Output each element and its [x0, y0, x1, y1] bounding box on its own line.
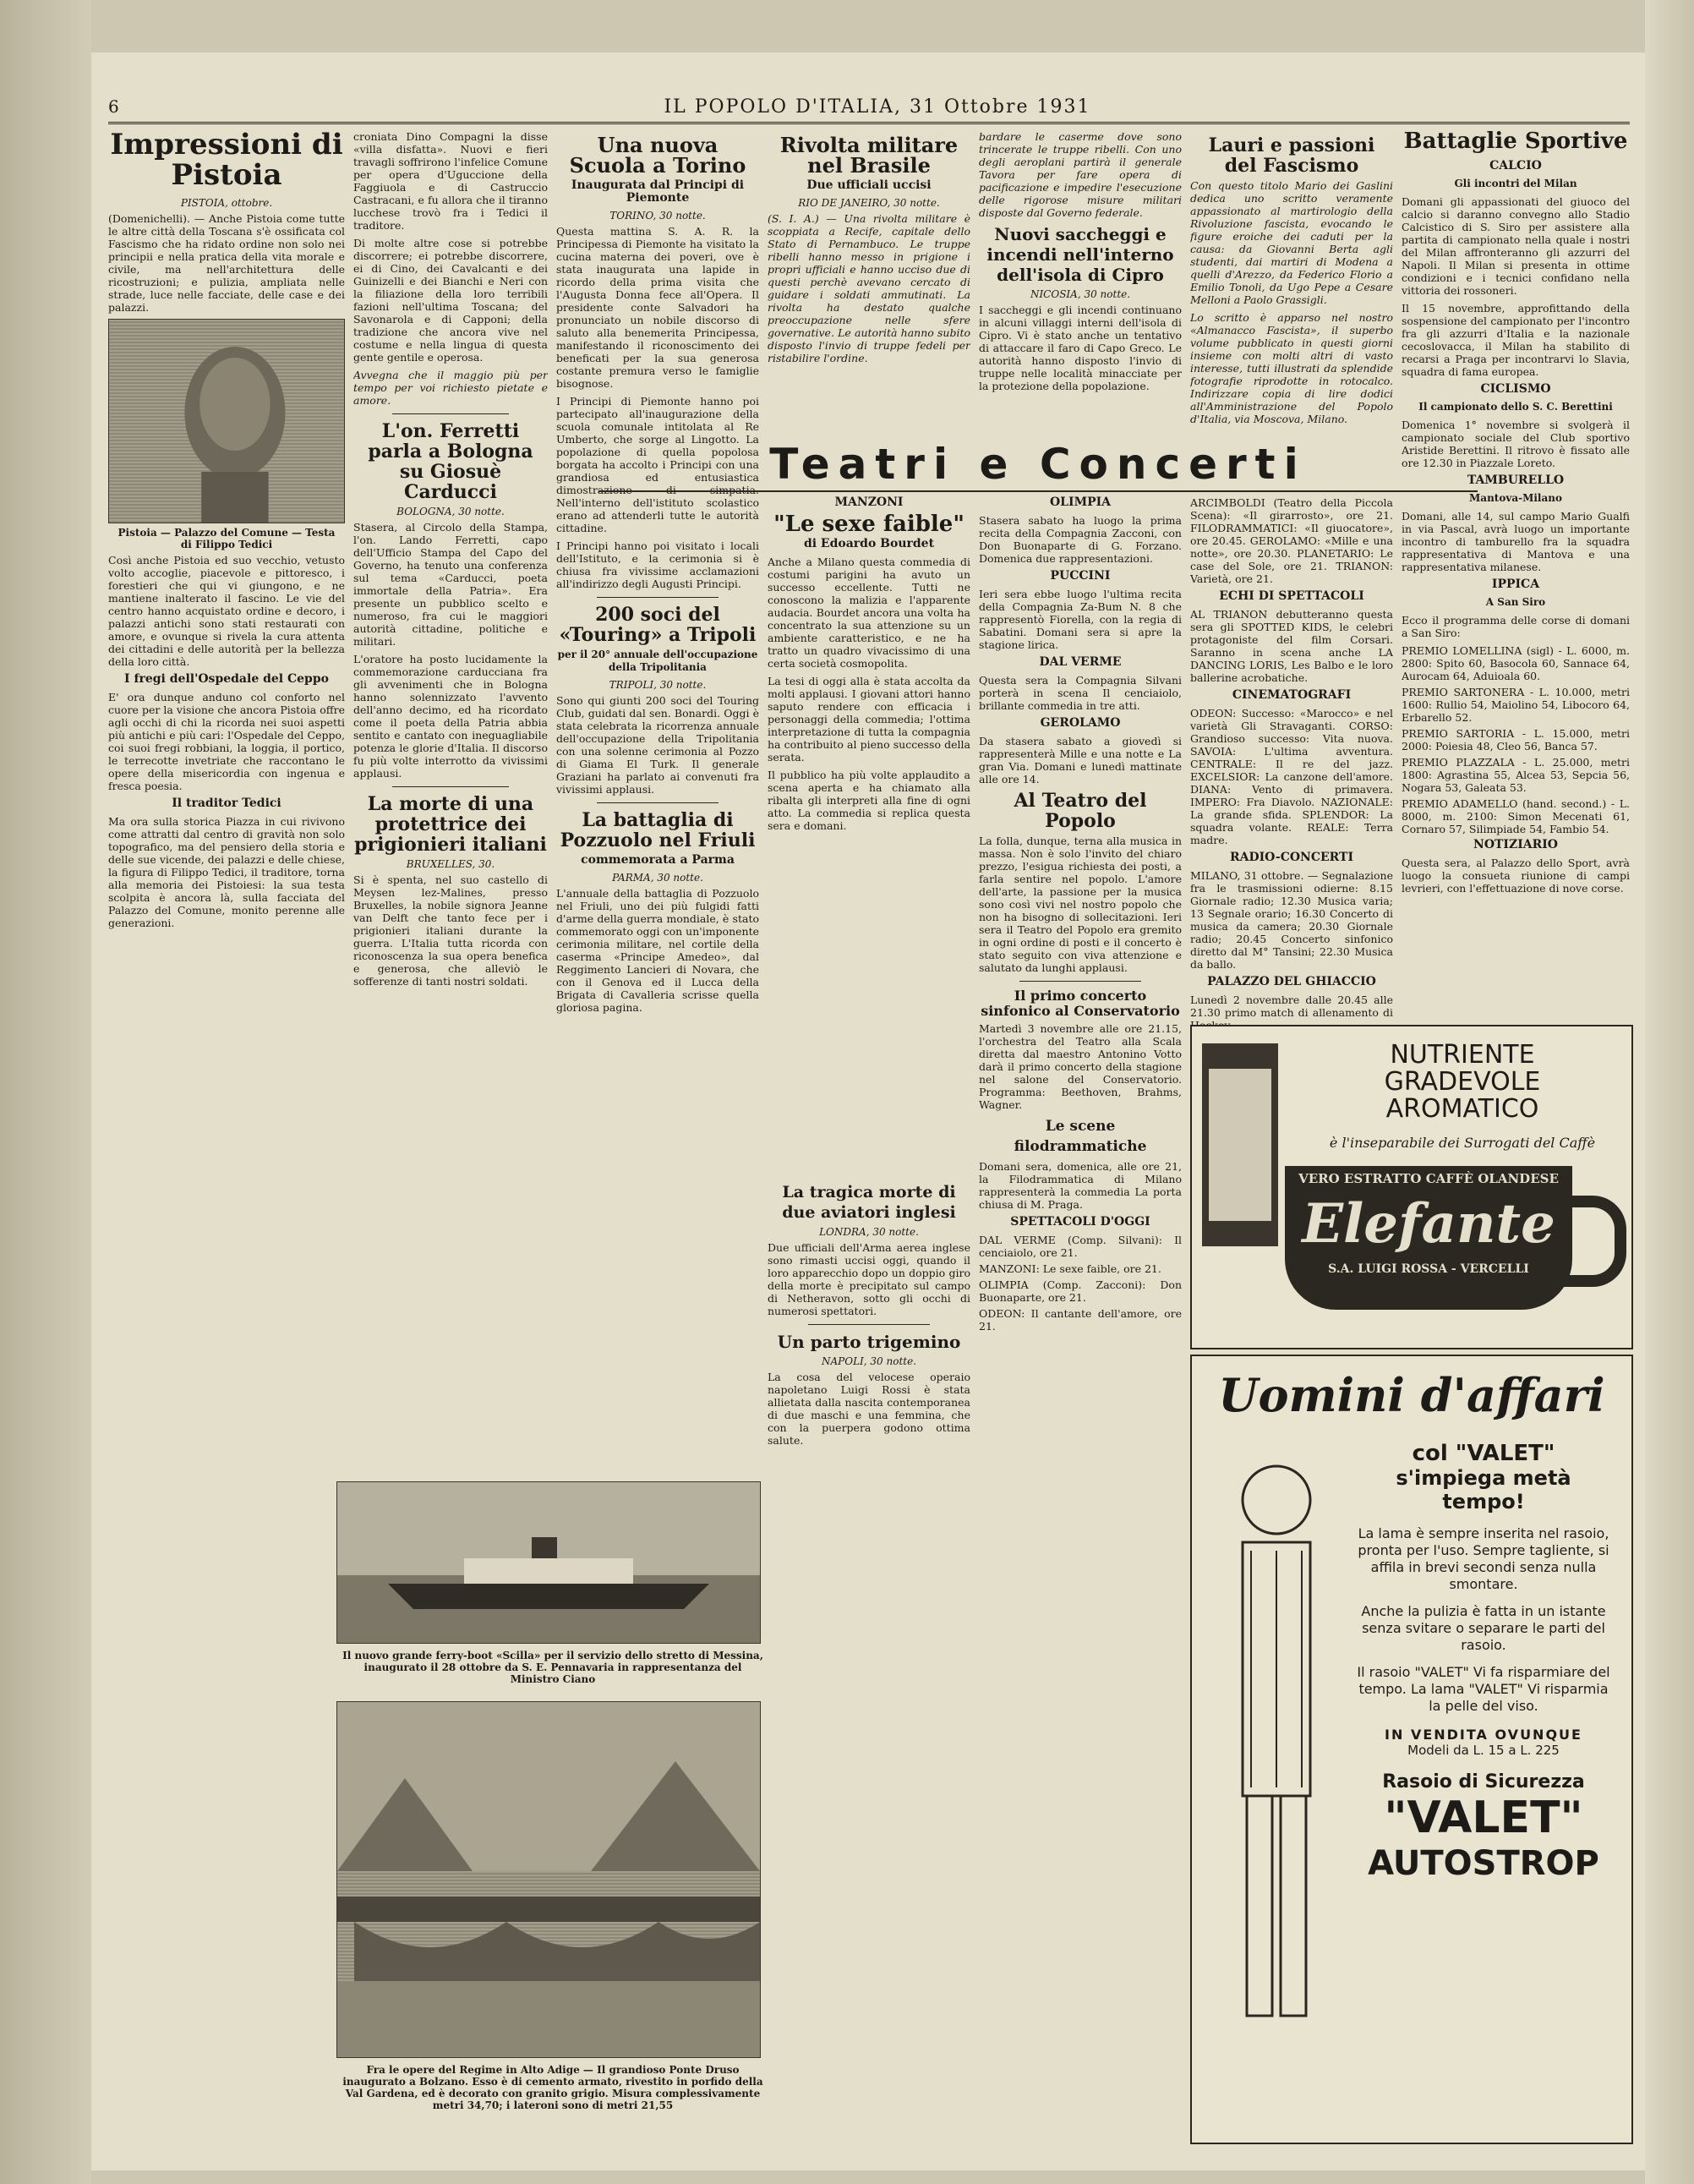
- subheading: per il 20° annuale dell'occupazione della Tripolitania: [557, 649, 758, 673]
- ad-valet-copy: [1352, 1441, 1615, 1884]
- column-pistoia: [108, 130, 345, 2159]
- page-header: [108, 93, 1630, 124]
- ad-brand: Elefante: [1302, 1192, 1555, 1256]
- ad-valet: [1190, 1355, 1633, 2144]
- divider: [597, 597, 719, 598]
- article-text: Stasera, al Circolo della Stampa, l'on. Lando Ferretti, capo dell'Ufficio Stampa del Capo del Governo, ha tenuto una conferenza sul tema «Carducci, poeta immortale della Patria». Era presente un pubblico scelto e numeroso, fra cui le maggiori autorità cittadine, politiche e militari.: [353, 521, 548, 648]
- photo-caption: Fra le opere del Regime in Alto Adige — Il grandioso Ponte Druso inaugurato a Bolzano. Esso è di cemento armato, rivestito in porfido della Val Gardena, ed è decorato con granito grigio. Misura complessivamente metri 34,70; i lateroni sono di metri 21,55: [342, 2064, 763, 2111]
- headline-filodrammatiche: Le scene filodrammatiche: [1014, 1118, 1147, 1155]
- ad-text: Anche la pulizia è fatta in un istante senza svitare o separare le parti del rasoio.: [1361, 1603, 1606, 1653]
- section-tamburello: TAMBURELLO: [1467, 473, 1565, 488]
- photo-ferry-scilla: [336, 1481, 761, 1644]
- subheading: Gli incontri del Milan: [1454, 178, 1577, 190]
- article-text: Due ufficiali dell'Arma aerea inglese sono rimasti uccisi oggi, quando il loro apparecchio dopo un doppio giro della morte è precipitato sul campo di Netheravon, sotto gli occhi di numerosi spettatori.: [768, 1241, 970, 1317]
- subheading: Due ufficiali uccisi: [806, 178, 932, 192]
- article-text: Lo scritto è apparso nel nostro «Almanacco Fascista», il superbo volume pubblicato in questi giorni insieme con molti altri di vasto interesse, tutti illustrati da splendide fotografie riprodotte in rotocalco. Indirizzare copia di lire dodici all'Amministrazione del Popolo d'Italia, via Moscova, Milano.: [1190, 311, 1393, 425]
- article-text: L'annuale della battaglia di Pozzuolo nel Friuli, uno dei più fulgidi fatti d'arme della guerra mondiale, è stato commemorato oggi con un'imponente cerimonia militare, nel cortile della caserma «Principe Amedeo», dal Reggimento Lancieri di Novara, che con il Genova ed il Lucca della Brigata di Cavalleria scrisse quella gloriosa pagina.: [556, 887, 759, 1014]
- headline-aviatori: La tragica morte di due aviatori inglesi: [782, 1183, 956, 1222]
- article-text: Il pubblico ha più volte applaudito a scena aperta e ha chiamato alla ribalta gli interpreti alla fine di ogni atto. La commedia si replica questa sera e domani.: [768, 769, 970, 832]
- venue-heading: PUCCINI: [1050, 569, 1111, 583]
- subheading: Inaugurata dal Principi di Piemonte: [571, 178, 745, 205]
- article-text: Domani, alle 14, sul campo Mario Gualfi in via Pascal, avrà luogo un importante incontro di tamburello fra la squadra rappresentativa di Mantova e una rappresentativa milanese.: [1402, 510, 1630, 574]
- headline-trigemino: Un parto trigemino: [777, 1332, 961, 1352]
- article-text: Ma ora sulla storica Piazza in cui rivivono come attratti dal centro di gravità non solo topografico, ma del pensiero della storia e delle sue vicende, dei palazzi e delle chiese, la figura di Filippo Tedici, il traditore, torna alla memoria dei Pistoiesi: la sua testa scolpita è ancora là, sulla facciata del Palazzo del Comune, monito perenne alle generazioni.: [108, 815, 345, 930]
- article-text: Così anche Pistoia ed suo vecchio, vetusto volto accoglie, piacevole e pittoresco, i forestieri che qui vi giungono, e ne mantiene inalterato il fascino. Le vie del centro hanno acquistato ordine e decoro, i palazzi antichi sono stati restaurati con amore, e ovunque si rivela la cura attenta dei cittadini e delle autorità per la bellezza della loro città.: [108, 554, 345, 669]
- listing-entry: MANZONI: Le sexe faible, ore 21.: [979, 1262, 1161, 1275]
- column-cipro: [979, 130, 1182, 435]
- headline-teatro-popolo: Al Teatro del Popolo: [1014, 790, 1147, 832]
- article-text: croniata Dino Compagni la disse «villa disfatta». Nuovi e fieri travagli soffrirono l'infelice Comune per opera d'Uguccione della Faggiuola e di Castruccio Castracani, e fu allora che il tiranno lucchese trovò fra i Tedici il traditore.: [353, 130, 548, 232]
- race-entry: PREMIO LOMELLINA (sigl) - L. 6000, m. 2800: Spito 60, Basocola 60, Sannace 64, Aurocam 64, Aduioala 60.: [1402, 644, 1630, 683]
- product-tin: [1202, 1043, 1278, 1246]
- article-text: Il 15 novembre, approfittando della sospensione del campionato per l'incontro fra gli azzurri d'Italia e la nazionale cecoslovacca, il Milan ha stabilito di recarsi a Praga per incontrarvi lo Slavia, squadra di fama europea.: [1402, 302, 1630, 379]
- headline-protettrice: La morte di una protettrice dei prigionieri italiani: [354, 793, 547, 856]
- photo-caption: Pistoia — Palazzo del Comune — Testa di Filippo Tedici: [117, 527, 336, 551]
- race-list: [1402, 644, 1630, 835]
- ad-line: NUTRIENTE: [1390, 1040, 1535, 1070]
- headline-brasile: Rivolta militare nel Brasile: [779, 133, 959, 178]
- ad-band: VERO ESTRATTO CAFFÈ OLANDESE: [1298, 1171, 1559, 1186]
- heading-spettacoli-oggi: SPETTACOLI D'OGGI: [1010, 1215, 1150, 1229]
- race-entry: PREMIO PLAZZALA - L. 25.000, metri 1800: Agrastina 55, Alcea 53, Sepcia 56, Nogara 53, Galeata 53.: [1402, 756, 1630, 795]
- dateline: TRIPOLI, 30 notte.: [609, 679, 707, 691]
- ad-line: AROMATICO: [1385, 1094, 1539, 1124]
- divider: [808, 1324, 930, 1325]
- divider: [392, 413, 509, 414]
- article-text: Ieri sera ebbe luogo l'ultima recita della Compagnia Za-Bum N. 8 che rappresentò Fiorella, con la regia di Sabatini. Domani sera si apre la stagione lirica.: [979, 588, 1182, 651]
- article-text: Stasera sabato ha luogo la prima recita della Compagnia Zacconi, con Don Buonaparte di G. Forzano. Domenica due rappresentazioni.: [979, 514, 1182, 565]
- column-fascismo: [1190, 130, 1393, 435]
- listing-entry: ODEON: Il cantante dell'amore, ore 21.: [979, 1307, 1182, 1333]
- subheading: Il traditor Tedici: [172, 796, 281, 811]
- article-text: Ecco il programma delle corse di domani a San Siro:: [1402, 614, 1630, 640]
- dateline: TORINO, 30 notte.: [609, 210, 706, 222]
- ad-line: Modeli da L. 15 a L. 225: [1407, 1743, 1560, 1758]
- subheading: I fregi dell'Ospedale del Ceppo: [124, 672, 329, 687]
- page-edge: [1645, 0, 1694, 2184]
- tin-label: [1209, 1069, 1271, 1221]
- dateline: PISTOIA, ottobre.: [180, 197, 273, 210]
- race-entry: PREMIO SARTORIA - L. 15.000, metri 2000: Poiesia 48, Cleo 56, Banca 57.: [1402, 727, 1630, 753]
- section-banner-teatri: Teatri e Concerti: [598, 440, 1478, 492]
- race-entry: PREMIO SARTONERA - L. 10.000, metri 1600: Rullio 54, Maiolino 54, Libocoro 64, Erbarello 52.: [1402, 686, 1630, 725]
- ad-line: s'impiega metà tempo!: [1396, 1466, 1571, 1513]
- headline-lauri: Lauri e passioni del Fascismo: [1208, 134, 1375, 177]
- article-text: Martedì 3 novembre alle ore 21.15, l'orchestra del Teatro alla Scala diretta dal maestro Antonino Votto darà il primo concerto della stagione nel salone del Conservatorio. Programma: Beethoven, Brahms, Wagner.: [979, 1022, 1182, 1111]
- subheading: A San Siro: [1485, 596, 1546, 609]
- photo-caption: Il nuovo grande ferry-boot «Scilla» per il servizio dello stretto di Messina, inaugurato il 28 ottobre da S. E. Pennavaria in rappresentanza del Ministro Ciano: [342, 1650, 763, 1685]
- ad-cup-shape: [1285, 1166, 1572, 1310]
- photo-pistoia-head: [108, 319, 345, 523]
- subheading: Mantova-Milano: [1469, 492, 1562, 505]
- article-text: Con questo titolo Mario dei Gaslini dedica uno scritto veramente appassionato al martirologio della Rivoluzione fascista, evocando le figure eroiche dei caduti per la causa: da Giovanni Berta agli studenti, dai martiri di Modena a quelli d'Arezzo, da Federico Florio a Emilio Tonoli, da Ugo Pepe a Cesare Melloni a Paolo Grassigli.: [1190, 179, 1393, 306]
- headline-pistoia: Impressioni di Pistoia: [110, 130, 343, 192]
- ad-elefante: [1190, 1025, 1633, 1349]
- article-text: AL TRIANON debutteranno questa sera gli SPOTTED KIDS, le celebri protagoniste del film Corsari. Saranno in scena anche LA DANCING LORIS, Les Balbo e le loro ballerine acrobatiche.: [1190, 608, 1393, 684]
- article-text: Da stasera sabato a giovedì si rappresenterà Mille e una notte e La gran Via. Domani e lunedì mattinate alle ore 14.: [979, 735, 1182, 785]
- dateline: LONDRA, 30 notte.: [819, 1226, 919, 1238]
- article-text: Di molte altre cose si potrebbe discorrere; ei potrebbe discorrere, ei di Cino, dei Cavalcanti e dei Guinizelli e dei Bianchi e Neri con la filiazione della loro terribili fazioni nell'ultima Toscana; del Savonarola e di Capponi; della tradizione che ancora vive nel costume e nella lingua di questa gente gentile e operosa.: [353, 237, 548, 364]
- dateline: BRUXELLES, 30.: [406, 858, 495, 870]
- dateline: BOLOGNA, 30 notte.: [396, 506, 505, 517]
- article-text: La cosa del velocese operaio napoletano Luigi Rossi è stata allietata dalla nascita contemporanea di due maschi e una femmina, che con la puerpera godono ottima salute.: [768, 1371, 970, 1447]
- article-text: La tesi di oggi alla è stata accolta da molti applausi. I giovani attori hanno saputo rendere con efficacia i personaggi della commedia; l'ottima interpretazione di tutta la compagnia ha contribuito al pieno successo della serata.: [768, 675, 970, 764]
- ad-brand: "VALET": [1384, 1793, 1583, 1843]
- ad-brand: AUTOSTROP: [1368, 1844, 1599, 1883]
- ad-line: Rasoio di Sicurezza: [1382, 1771, 1585, 1793]
- article-text: Sono qui giunti 200 soci del Touring Club, guidati dal sen. Bonardi. Oggi è stata celebrata la ricorrenza annuale dell'occupazione della Tripolitania con una solenne cerimonia al Pozzo di Giama El Turk. Il generale Graziani ha parlato ai convenuti fra vivissimi applausi.: [556, 694, 759, 796]
- headline-conservatorio: Il primo concerto sinfonico al Conservatorio: [981, 988, 1180, 1019]
- article-text: Domani sera, domenica, alle ore 21, la Filodrammatica di Milano rappresenterà la commedia La porta chiusa di M. Praga.: [979, 1160, 1182, 1211]
- section-ciclismo: CICLISMO: [1480, 382, 1551, 397]
- heading-ghiaccio: PALAZZO DEL GHIACCIO: [1207, 975, 1376, 988]
- race-entry: PREMIO ADAMELLO (hand. second.) - L. 8000, m. 2100: Simon Mecenati 61, Cornaro 57, Silimpiade 54, Fambio 54.: [1402, 797, 1630, 836]
- article-text: L'oratore ha posto lucidamente la commemorazione carducciana fra gli avvenimenti che in Bologna hanno solennizzato l'avvento dell'anno decimo, ed ha ricordato come il poeta della Patria abbia sentito e cantato con ineguagliabile potenza le glorie d'Italia. Il discorso fu più volte interrotto da vivissimi applausi.: [353, 653, 548, 780]
- article-text: I Principi hanno poi visitato i locali dell'Istituto, e la cerimonia si è chiusa fra vivissime acclamazioni all'indirizzo degli Augusti Principi.: [556, 539, 759, 590]
- venue-heading: DAL VERME: [1039, 655, 1122, 669]
- article-text: Questa sera la Compagnia Silvani porterà in scena Il cenciaiolo, brillante commedia in tre atti.: [979, 674, 1182, 712]
- ad-line: GRADEVOLE: [1384, 1067, 1541, 1097]
- venue-heading: MANZONI: [834, 496, 904, 509]
- column-sport: [1402, 130, 1630, 1060]
- heading-radio: RADIO-CONCERTI: [1229, 851, 1353, 864]
- column-4-lower: [768, 1177, 970, 1515]
- headline-ferretti: L'on. Ferretti parla a Bologna su Giosuè Carducci: [368, 420, 533, 503]
- article-text: Domenica 1° novembre si svolgerà il campionato sociale del Club sportivo Aristide Berettini. Il ritrovo è fissato alle ore 12.30 in Piazzale Loreto.: [1402, 419, 1630, 470]
- heading-cinematografi: CINEMATOGRAFI: [1232, 688, 1352, 702]
- article-text: Anche a Milano questa commedia di costumi parigini ha avuto un successo eccellente. Tutti ne conoscono la malizia e l'apparente audacia. Bourdet ancora una volta ha concentrato la sua attenzione su un ambiente caratteristico, e ne ha tratto un quadro vivacissimo di una certa società cosmopolita.: [768, 556, 970, 670]
- ferry-illustration: [337, 1482, 760, 1643]
- section-notiziario: NOTIZIARIO: [1473, 838, 1558, 852]
- heading-echi: ECHI DI SPETTACOLI: [1219, 589, 1364, 603]
- ad-figure: [1209, 1449, 1344, 2058]
- article-text: E' ora dunque anduno col conforto nel cuore per la visione che ancora Pistoia offre agli occhi di chi la ricorda nei suoi aspetti più antichi e più cari: l'Ospedale del Ceppo, coi suoi fregi robbiani, la loggia, il portico, le terrecotte invetriate che raccontano le opere della misericordia con ingenua e fresca poesia.: [108, 691, 345, 793]
- headline-cipro: Nuovi saccheggi e incendi nell'interno dell'isola di Cipro: [986, 224, 1174, 285]
- quote-text: Avvegna che il maggio più per tempo per voi richiesto pietate e amore.: [353, 369, 548, 407]
- newspaper-page: [91, 52, 1645, 2170]
- article-text: Domani gli appassionati del giuoco del calcio si daranno convegno allo Stadio Calcistico di S. Siro per assistere alla partita di campionato nella quale i nostri del Milan affronteranno gli azzurri del Napoli. Il Milan si presenta in ottime condizioni e i tecnici confidano nella vittoria dei rossoneri.: [1402, 195, 1630, 298]
- listing-text: MILANO, 31 ottobre. — Segnalazione fra le trasmissioni odierne: 8.15 Giornale radio; 12.30 Musica varia; 13 Segnale orario; 16.30 Concerto di musica da camera; 20.30 Giornale radio; 20.45 Concerto sinfonico diretto dal M° Tansini; 22.30 Musica da ballo.: [1190, 869, 1393, 971]
- article-text: La folla, dunque, terna alla musica in massa. Non è solo l'invito del chiaro prezzo, l'esigua richiesta dei posti, a farla sentire nel popolo. L'amore dell'arte, la passione per la musica sono così vivi nel nostro popolo che non ha bisogno di sollecitazioni. Ieri sera il Teatro del Popolo era gremito in ogni ordine di posti e il concerto è stato seguito con viva attenzione e salutato da lunghi applausi.: [979, 835, 1182, 974]
- teatri-column-manzoni: [768, 496, 970, 1156]
- article-text: bardare le caserme dove sono trincerate le truppe ribelli. Con uno degli aeroplani partirà il generale Tavora per fare opera di pacificazione e impedire l'esecuzione delle rigorose misure militari disposte dal Governo federale.: [979, 130, 1182, 219]
- headline-scuola-torino: Una nuova Scuola a Torino: [569, 133, 746, 178]
- headline-sport: Battaglie Sportive: [1403, 130, 1628, 154]
- dateline: RIO DE JANEIRO, 30 notte.: [798, 197, 940, 209]
- ad-tagline: è l'inseparabile dei Surrogati del Caffè: [1329, 1135, 1596, 1151]
- column-torino: [556, 130, 759, 1483]
- ad-text: La lama è sempre inserita nel rasoio, pronta per l'uso. Sempre tagliente, si affila in brevi secondi senza nulla smontare.: [1358, 1525, 1609, 1592]
- divider: [1019, 981, 1141, 982]
- article-text: Lunedì 2 novembre dalle 20.45 alle 21.30 primo match di allenamento di: [1190, 993, 1393, 1019]
- dateline: NICOSIA, 30 notte.: [1030, 288, 1131, 300]
- ad-text: Il rasoio "VALET" Vi fa risparmiare del tempo. La lama "VALET" Vi risparmia la pelle del viso.: [1357, 1664, 1610, 1714]
- headline-touring: 200 soci del «Touring» a Tripoli: [559, 604, 757, 646]
- article-text: (Domenichelli). — Anche Pistoia come tutte le altre città della Toscana s'è ossificata col Fascismo che ha ridato ordine non solo nei principii e nella pratica della vita morale e civile, ma nell'architettura delle ricostruzioni; e pulizia, ampliata nelle strade, luce nelle facciate, delle case e dei palazzi.: [108, 212, 345, 315]
- ad-line: IN VENDITA OVUNQUE: [1385, 1727, 1582, 1743]
- subheading: Il campionato dello S. C. Berettini: [1418, 401, 1613, 413]
- ad-maker: S.A. LUIGI ROSSA - VERCELLI: [1328, 1262, 1529, 1276]
- page-number: 6: [108, 96, 119, 117]
- venue-heading: GEROLAMO: [1040, 716, 1121, 730]
- binding-spine: [0, 0, 91, 2184]
- section-calcio: CALCIO: [1489, 159, 1542, 173]
- article-text: Questa mattina S. A. R. la Principessa di Piemonte ha visitato la cucina materna dei poveri, ove è stata inaugurata una lapide in ricordo della prima visita che l'Augusta Donna fece all'Opera. Il presidente conte Salvadori ha pronunciato un nobile discorso di saluto alla benemerita Principessa, manifestando il riconoscimento dei beneficati per la sua generosa costante premura verso le famiglie bisognose.: [556, 225, 759, 390]
- divider: [392, 786, 509, 787]
- section-ippica: IPPICA: [1491, 577, 1540, 592]
- teatri-column-venues: [979, 496, 1182, 2103]
- play-title: "Le sexe faible": [773, 512, 964, 537]
- article-text: Si è spenta, nel suo castello di Meysen lez-Malines, presso Bruxelles, la nobile signora Jeanne van Delft che tanto fece per i prigionieri italiani durante la guerra. L'Italia tutta ricorda con riconoscenza la sua opera benefica e generosa, che alleviò le sofferenze di tanti nostri soldati.: [353, 873, 548, 988]
- listing-text: ARCIMBOLDI (Teatro della Piccola Scena): «Il girarrosto», ore 21. FILODRAMMATICI: «Il giuocatore», ore 20.45. GEROLAMO: «Mille e una notte», ore 20.30. PLANETARIO: Le case del Sole, ore 21. TRIANON: Varietà, ore 21.: [1190, 496, 1393, 585]
- divider: [597, 802, 719, 803]
- ad-line: col "VALET": [1412, 1441, 1555, 1466]
- article-text: I Principi di Piemonte hanno poi partecipato all'inaugurazione della scuola comunale intitolata al Re Umberto, che sorge al Lingotto. La popolazione di quella popolosa borgata ha accolto i Principi con una grandiosa ed entusiastica dimostrazione di simpatia. Nell'interno dell'istituto scolastico erano ad attenderli tutte le autorità cittadine.: [556, 395, 759, 534]
- businessman-illustration: [1209, 1449, 1344, 2058]
- photo-ponte-druso: [336, 1701, 761, 2058]
- ad-slogan: [1310, 1042, 1615, 1123]
- headline-pozzuolo: La battaglia di Pozzuolo nel Friuli: [560, 809, 756, 851]
- ad-valet-title: Uomini d'affari: [1218, 1368, 1605, 1422]
- play-author: di Edoardo Bourdet: [803, 537, 935, 550]
- spettacoli-list: [979, 1234, 1182, 1333]
- listing-entry: DAL VERME (Comp. Silvani): Il cenciaiolo, ore 21.: [979, 1234, 1182, 1259]
- listing-entry: OLIMPIA (Comp. Zacconi): Don Buonaparte, ore 21.: [979, 1278, 1182, 1304]
- article-text: I saccheggi e gli incendi continuano in alcuni villaggi interni dell'isola di Cipro. Vi è stato anche un tentativo di attaccare il faro di Capo Greco. Le autorità hanno disposto l'invio di truppe nelle località minacciate per la protezione della popolazione.: [979, 304, 1182, 392]
- dateline: PARMA, 30 notte.: [612, 872, 703, 884]
- ad-cup-handle: [1564, 1196, 1626, 1287]
- photo-illustration: [109, 320, 344, 523]
- bridge-illustration: [337, 1702, 760, 2057]
- venue-heading: OLIMPIA: [1049, 496, 1112, 509]
- dateline: NAPOLI, 30 notte.: [821, 1355, 916, 1367]
- article-text: Questa sera, al Palazzo dello Sport, avrà luogo la consueta riunione di campi levrieri, con l'effettuazione di nove corse.: [1402, 857, 1630, 895]
- article-text: (S. I. A.) — Una rivolta militare è scoppiata a Recife, capitale dello Stato di Pernambuco. Le truppe ribelli hanno messo in prigione i propri ufficiali e hanno ucciso due di questi perchè avevano cercato di guidare i soldati ammutinati. La rivolta ha destato qualche preoccupazione nelle sfere governative. Le autorità hanno subito disposto l'invio di truppe fedeli per ristabilire l'ordine.: [768, 212, 970, 364]
- listing-text: ODEON: Successo: «Marocco» e nel varietà Gli Stravaganti. CORSO: Grandioso successo: Vita nuova. SAVOIA: L'ultima avventura. CENTRALE: Il re del jazz. EXCELSIOR: La canzone dell'amore. DIANA: Vento di primavera. IMPERO: Fra Diavolo. NAZIONALE: La grande sfida. SPLENDOR: La squadra volante. REALE: Terra madre.: [1190, 707, 1393, 846]
- subheading: commemorata a Parma: [581, 853, 735, 867]
- masthead: IL POPOLO D'ITALIA, 31 Ottobre 1931: [664, 96, 1091, 118]
